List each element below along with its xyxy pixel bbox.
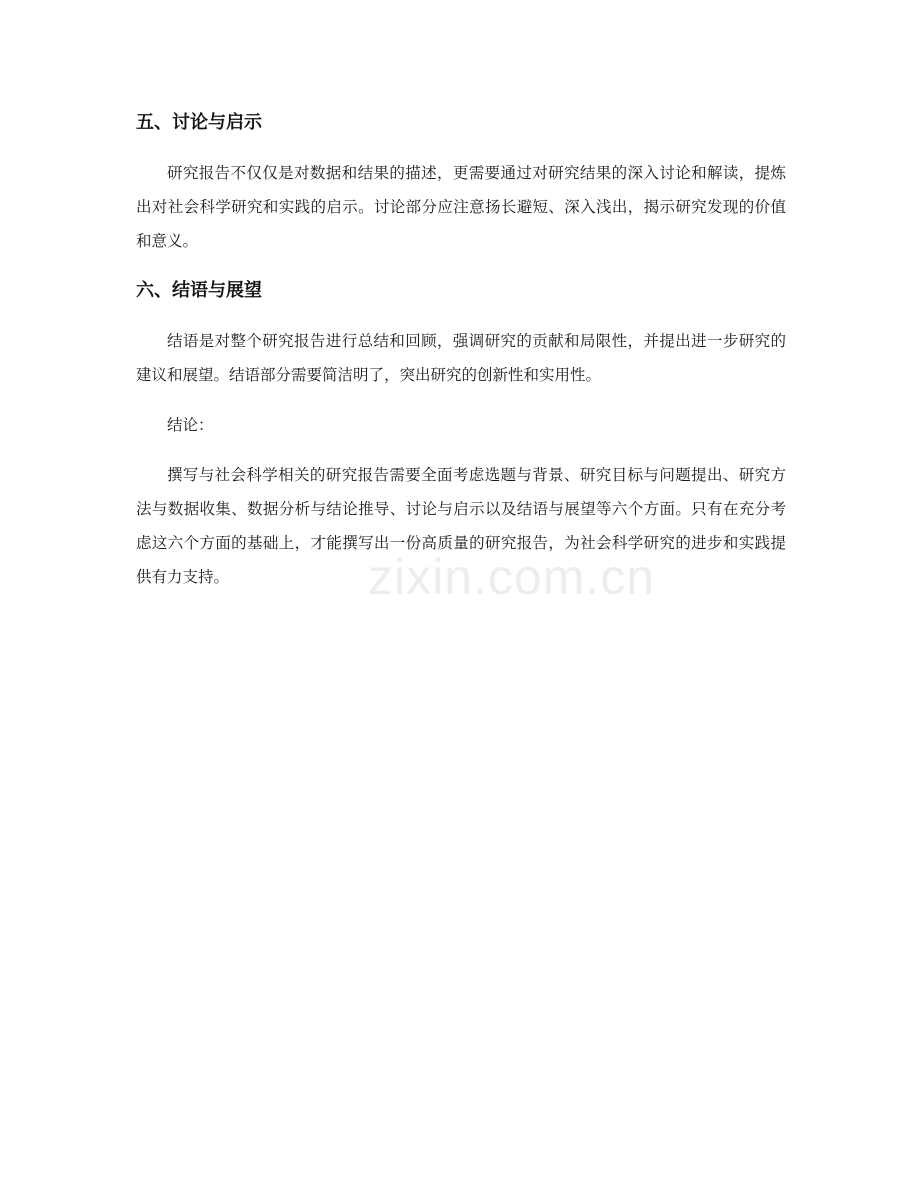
section-heading-discussion: 五、讨论与启示 (136, 112, 262, 133)
section-heading-conclusion-outlook: 六、结语与展望 (136, 280, 262, 301)
section-paragraph-discussion: 研究报告不仅仅是对数据和结果的描述，更需要通过对研究结果的深入讨论和解读，提炼出对社会科学研究和实践的启示。讨论部分应注意扬长避短、深入浅出，揭示研究发现的价值和意义。 (136, 164, 786, 250)
section-paragraph-conclusion-outlook: 结语是对整个研究报告进行总结和回顾，强调研究的贡献和局限性，并提出进一步研究的建议和展望。结语部分需要简洁明了，突出研究的创新性和实用性。 (136, 332, 786, 384)
watermark-text: zixin.com.cn (368, 549, 656, 605)
conclusion-label: 结论： (167, 416, 214, 434)
conclusion-paragraph: 撰写与社会科学相关的研究报告需要全面考虑选题与背景、研究目标与问题提出、研究方法与数据收集、数据分析与结论推导、讨论与启示以及结语与展望等六个方面。只有在充分考虑这六个方面的基础上，才能撰写出一份高质量的研究报告，为社会科学研究的进步和实践提供有力支持。 (136, 466, 786, 586)
document-body (136, 106, 786, 610)
